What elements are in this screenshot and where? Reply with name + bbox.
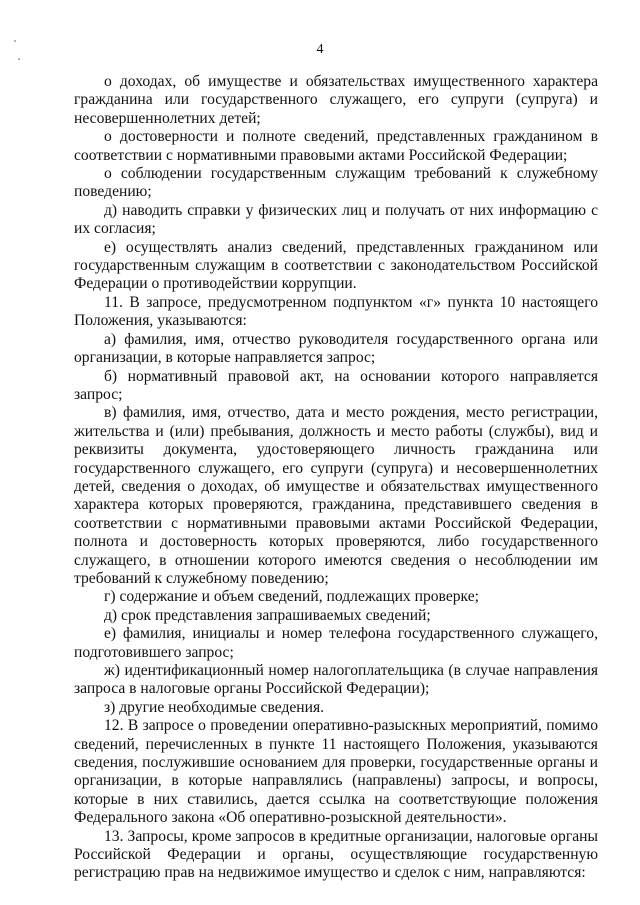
paragraph-conduct-compliance: о соблюдении государственным служащим требований к служебному поведению; — [74, 165, 598, 201]
paragraph-clause-11-z: з) другие необходимые сведения. — [104, 698, 325, 716]
paragraph-income-info: о доходах, об имуществе и обязательствах имущественного характера гражданина или государственного служащего, его супруги (супруга) и несовершеннолетних детей; — [74, 73, 598, 127]
paragraph-clause-11: 11. В запросе, предусмотренном подпунктом «г» пункта 10 настоящего Положения, указываются: — [74, 293, 598, 330]
paragraph-clause-11-b: б) нормативный правовой акт, на основании которого направляется запрос; — [74, 367, 598, 403]
paragraph-item-d-inquiries: д) наводить справки у физических лиц и получать от них информацию с их согласия; — [74, 201, 598, 238]
page-number: 4 — [316, 42, 324, 57]
paragraph-item-e-analysis: е) осуществлять анализ сведений, представленных гражданином или государственным служащим в соответствии с законодательством Российской Федерации о противодействии коррупции. — [74, 238, 598, 293]
paragraph-clause-11-zh: ж) идентификационный номер налогоплательщика (в случае направления запроса в налоговые органы Российской Федерации); — [74, 662, 598, 698]
paragraph-clause-11-g: г) содержание и объем сведений, подлежащих проверке; — [104, 588, 479, 606]
paragraph-clause-11-v: в) фамилия, имя, отчество, дата и место рождения, место регистрации, жительства и (или) пребывания, должность и место работы (службы), вид и реквизиты документа, удостоверяющего личность гражданина или государственного служащего, его супруги (супруга) и несовершеннолетних детей, сведения о доходах, об имуществе и обязательствах имущественного характера которых проверяются, гражданина, представившего сведения в соответствии с нормативными правовыми актами Российской Федерации, полнота и достоверность которых проверяются, либо государственного служащего, в отношении которого имеются сведения о несоблюдении им требований к служебному поведению; — [74, 404, 598, 587]
paragraph-clause-13: 13. Запросы, кроме запросов в кредитные организации, налоговые органы Российской Федерации и органы, осуществляющие государственную регистрацию прав на недвижимое имущество и сделок с ним, направляются: — [74, 827, 598, 882]
paragraph-accuracy-info: о достоверности и полноте сведений, представленных гражданином в соответствии с нормативными правовыми актами Российской Федерации; — [74, 128, 598, 164]
paragraph-clause-11-a: а) фамилия, имя, отчество руководителя государственного органа или организации, в которые направляется запрос; — [74, 330, 598, 367]
scan-speck — [18, 58, 20, 60]
paragraph-clause-12: 12. В запросе о проведении оперативно-разыскных мероприятий, помимо сведений, перечисленных в пункте 11 настоящего Положения, указываются сведения, послужившие основанием для проверки, государственные органы и организации, в которые направлялись (направлены) запросы, и вопросы, которые в них ставились, дается ссылка на соответствующие положения Федерального закона «Об оперативно-розыскной деятельности». — [74, 717, 598, 827]
paragraph-clause-11-d: д) срок представления запрашиваемых сведений; — [104, 606, 431, 624]
paragraph-clause-11-e: е) фамилия, инициалы и номер телефона государственного служащего, подготовившего запрос; — [74, 625, 598, 661]
document-body — [74, 73, 598, 883]
